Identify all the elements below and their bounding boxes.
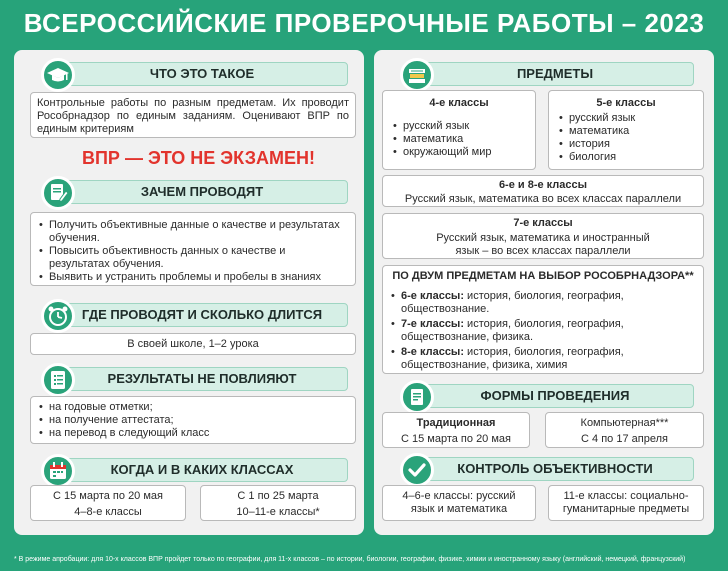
forms-computer-box: [545, 412, 704, 448]
list-item: • окружающий мир: [391, 146, 527, 159]
grade5-box: [548, 90, 704, 170]
grade7-box: [382, 213, 704, 259]
when-right-grades: 10–11-е классы*: [236, 506, 320, 518]
list-item: • биология: [557, 151, 695, 164]
forms-traditional-dates: С 15 марта по 20 мая: [401, 433, 511, 445]
when-header: [56, 458, 348, 482]
calendar-icon: [41, 454, 75, 488]
footnote: * В режиме апробации: для 10-х классов ВПР пройдет только по географии, для 11-х классов – по истории, биологии, географии, физике, химии и иностранному языку (английский, немецкий, французский): [14, 556, 686, 563]
list-item: • Повысить объективность данных о качестве и результатах обучения.: [37, 245, 349, 271]
when-left-dates: С 15 марта по 20 мая: [53, 490, 163, 502]
grade68-title: 6-е и 8-е классы: [498, 179, 588, 191]
list-item: • на получение аттестата;: [37, 414, 349, 427]
subjects-header-label: ПРЕДМЕТЫ: [516, 66, 594, 81]
list-item: • математика: [391, 133, 527, 146]
control-right-text: 11-е классы: социально-гуманитарные предметы: [562, 490, 690, 515]
grade7-title: 7-е классы: [513, 217, 573, 229]
forms-header: [416, 384, 694, 408]
forms-traditional-title: Традиционная: [416, 417, 496, 429]
why-box: [30, 212, 356, 286]
results-header-label: РЕЗУЛЬТАТЫ НЕ ПОВЛИЯЮТ: [107, 371, 297, 386]
results-header: [56, 367, 348, 391]
document-edit-icon: [41, 176, 75, 210]
control-right-box: [548, 485, 704, 521]
grade68-text: Русский язык, математика во всех классах параллели: [404, 193, 682, 205]
list-item: • Получить объективные данные о качестве и результатах обучения.: [37, 219, 349, 245]
when-right-dates: С 1 по 25 марта: [237, 490, 319, 502]
list-item: • русский язык: [391, 120, 527, 133]
list-item: [389, 318, 697, 344]
why-header: [56, 180, 348, 204]
grade5-title: 5-е классы: [596, 97, 656, 109]
where-text: В своей школе, 1–2 урока: [127, 338, 259, 350]
when-header-label: КОГДА И В КАКИХ КЛАССАХ: [110, 462, 294, 477]
list-item: • Выявить и устранить проблемы и пробелы в знаниях: [37, 271, 349, 284]
choice-box: [382, 265, 704, 374]
grade4-box: [382, 90, 536, 170]
control-header-label: КОНТРОЛЬ ОБЪЕКТИВНОСТИ: [457, 461, 653, 476]
checkmark-icon: [400, 453, 434, 487]
list-item: • математика: [557, 125, 695, 138]
subjects-header: [416, 62, 694, 86]
list-item: [389, 290, 697, 316]
grade4-title: 4-е классы: [429, 97, 489, 109]
what-header-label: ЧТО ЭТО ТАКОЕ: [149, 66, 255, 81]
grade68-box: [382, 175, 704, 207]
forms-computer-title: Компьютерная***: [580, 417, 669, 429]
what-header: [56, 62, 348, 86]
graduation-cap-icon: [41, 58, 75, 92]
grade7-text: Русский язык, математика и иностранный язык – во всех классах параллели: [436, 232, 650, 257]
results-box: [30, 396, 356, 444]
not-exam-alert: ВПР — ЭТО НЕ ЭКЗАМЕН!: [82, 148, 316, 168]
choice-7-text: история, биология, география, обществознание, физика.: [401, 318, 624, 343]
control-left-box: [382, 485, 536, 521]
choice-8-text: история, биология, география, обществознание, физика, химия: [401, 346, 624, 371]
where-box: [30, 333, 356, 355]
forms-header-label: ФОРМЫ ПРОВЕДЕНИЯ: [480, 388, 630, 403]
list-item: • русский язык: [557, 112, 695, 125]
when-right-box: [200, 485, 356, 521]
list-item: • на годовые отметки;: [37, 401, 349, 414]
choice-title: ПО ДВУМ ПРЕДМЕТАМ НА ВЫБОР РОСОБРНАДЗОРА**: [392, 270, 694, 282]
forms-computer-dates: С 4 по 17 апреля: [581, 433, 668, 445]
control-header: [416, 457, 694, 481]
computer-test-icon: [400, 380, 434, 414]
choice-7-label: 7-е классы:: [401, 318, 464, 330]
when-left-grades: 4–8-е классы: [74, 506, 142, 518]
forms-traditional-box: [382, 412, 530, 448]
control-left-text: 4–6-е классы: русский язык и математика: [402, 490, 516, 515]
choice-8-label: 8-е классы:: [401, 346, 464, 358]
where-header-label: ГДЕ ПРОВОДЯТ И СКОЛЬКО ДЛИТСЯ: [81, 307, 323, 322]
what-text-box: [30, 92, 356, 138]
choice-6-label: 6-е классы:: [401, 290, 464, 302]
list-item: [389, 346, 697, 372]
what-text: Контрольные работы по разным предметам. Их проводит Рособрнадзор по единым заданиям. Оценивают ВПР по единым критериям: [37, 97, 349, 135]
when-left-box: [30, 485, 186, 521]
alarm-clock-icon: [41, 299, 75, 333]
page-title: ВСЕРОССИЙСКИЕ ПРОВЕРОЧНЫЕ РАБОТЫ – 2023: [23, 8, 705, 38]
why-header-label: ЗАЧЕМ ПРОВОДЯТ: [140, 184, 264, 199]
checklist-icon: [41, 363, 75, 397]
list-item: • на перевод в следующий класс: [37, 427, 349, 440]
list-item: • история: [557, 138, 695, 151]
choice-6-text: история, биология, география, обществознание.: [401, 290, 624, 315]
books-icon: [400, 58, 434, 92]
where-header: [56, 303, 348, 327]
